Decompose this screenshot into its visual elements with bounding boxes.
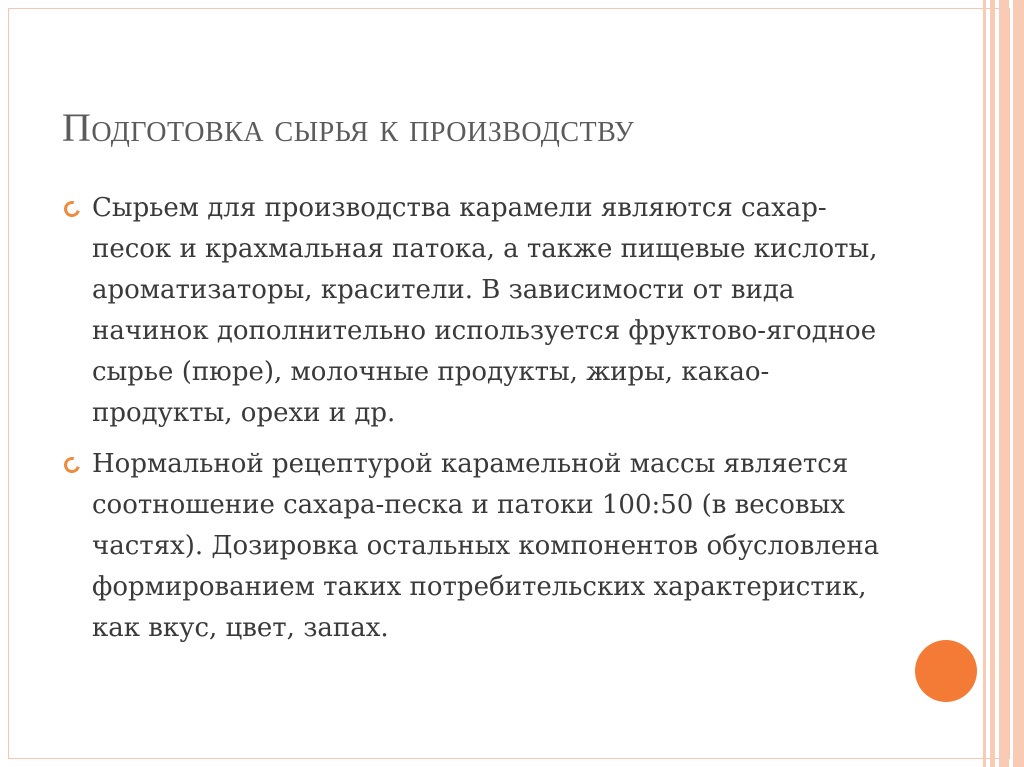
bullet-text: Сырьем для производства карамели являются сахар-песок и крахмальная патока, а также пищевые кислоты, ароматизаторы, красители. В зависимости от вида начинок дополнительно используется фруктово-ягодное сырье (пюре), молочные продукты, жиры, какао-продукты, орехи и др. [92, 193, 878, 428]
bullet-list [60, 188, 880, 659]
decor-stripe [983, 0, 986, 767]
decor-circle [915, 640, 977, 702]
bullet-text: Нормальной рецептурой карамельной массы является соотношение сахара-песка и патоки 100:50 (в весовых частях). Дозировка остальных компонентов обусловлена формированием таких потребительских характеристик, как вкус, цвет, запах. [92, 449, 880, 643]
decor-stripe [999, 0, 1009, 767]
bullet-item [60, 188, 880, 434]
bullet-ring-icon [61, 454, 83, 476]
slide-title: Подготовка сырья к производству [62, 105, 635, 150]
decor-stripe [990, 0, 995, 767]
bullet-ring-icon [61, 198, 83, 220]
bullet-item [60, 444, 880, 649]
decor-stripe [1013, 0, 1024, 767]
